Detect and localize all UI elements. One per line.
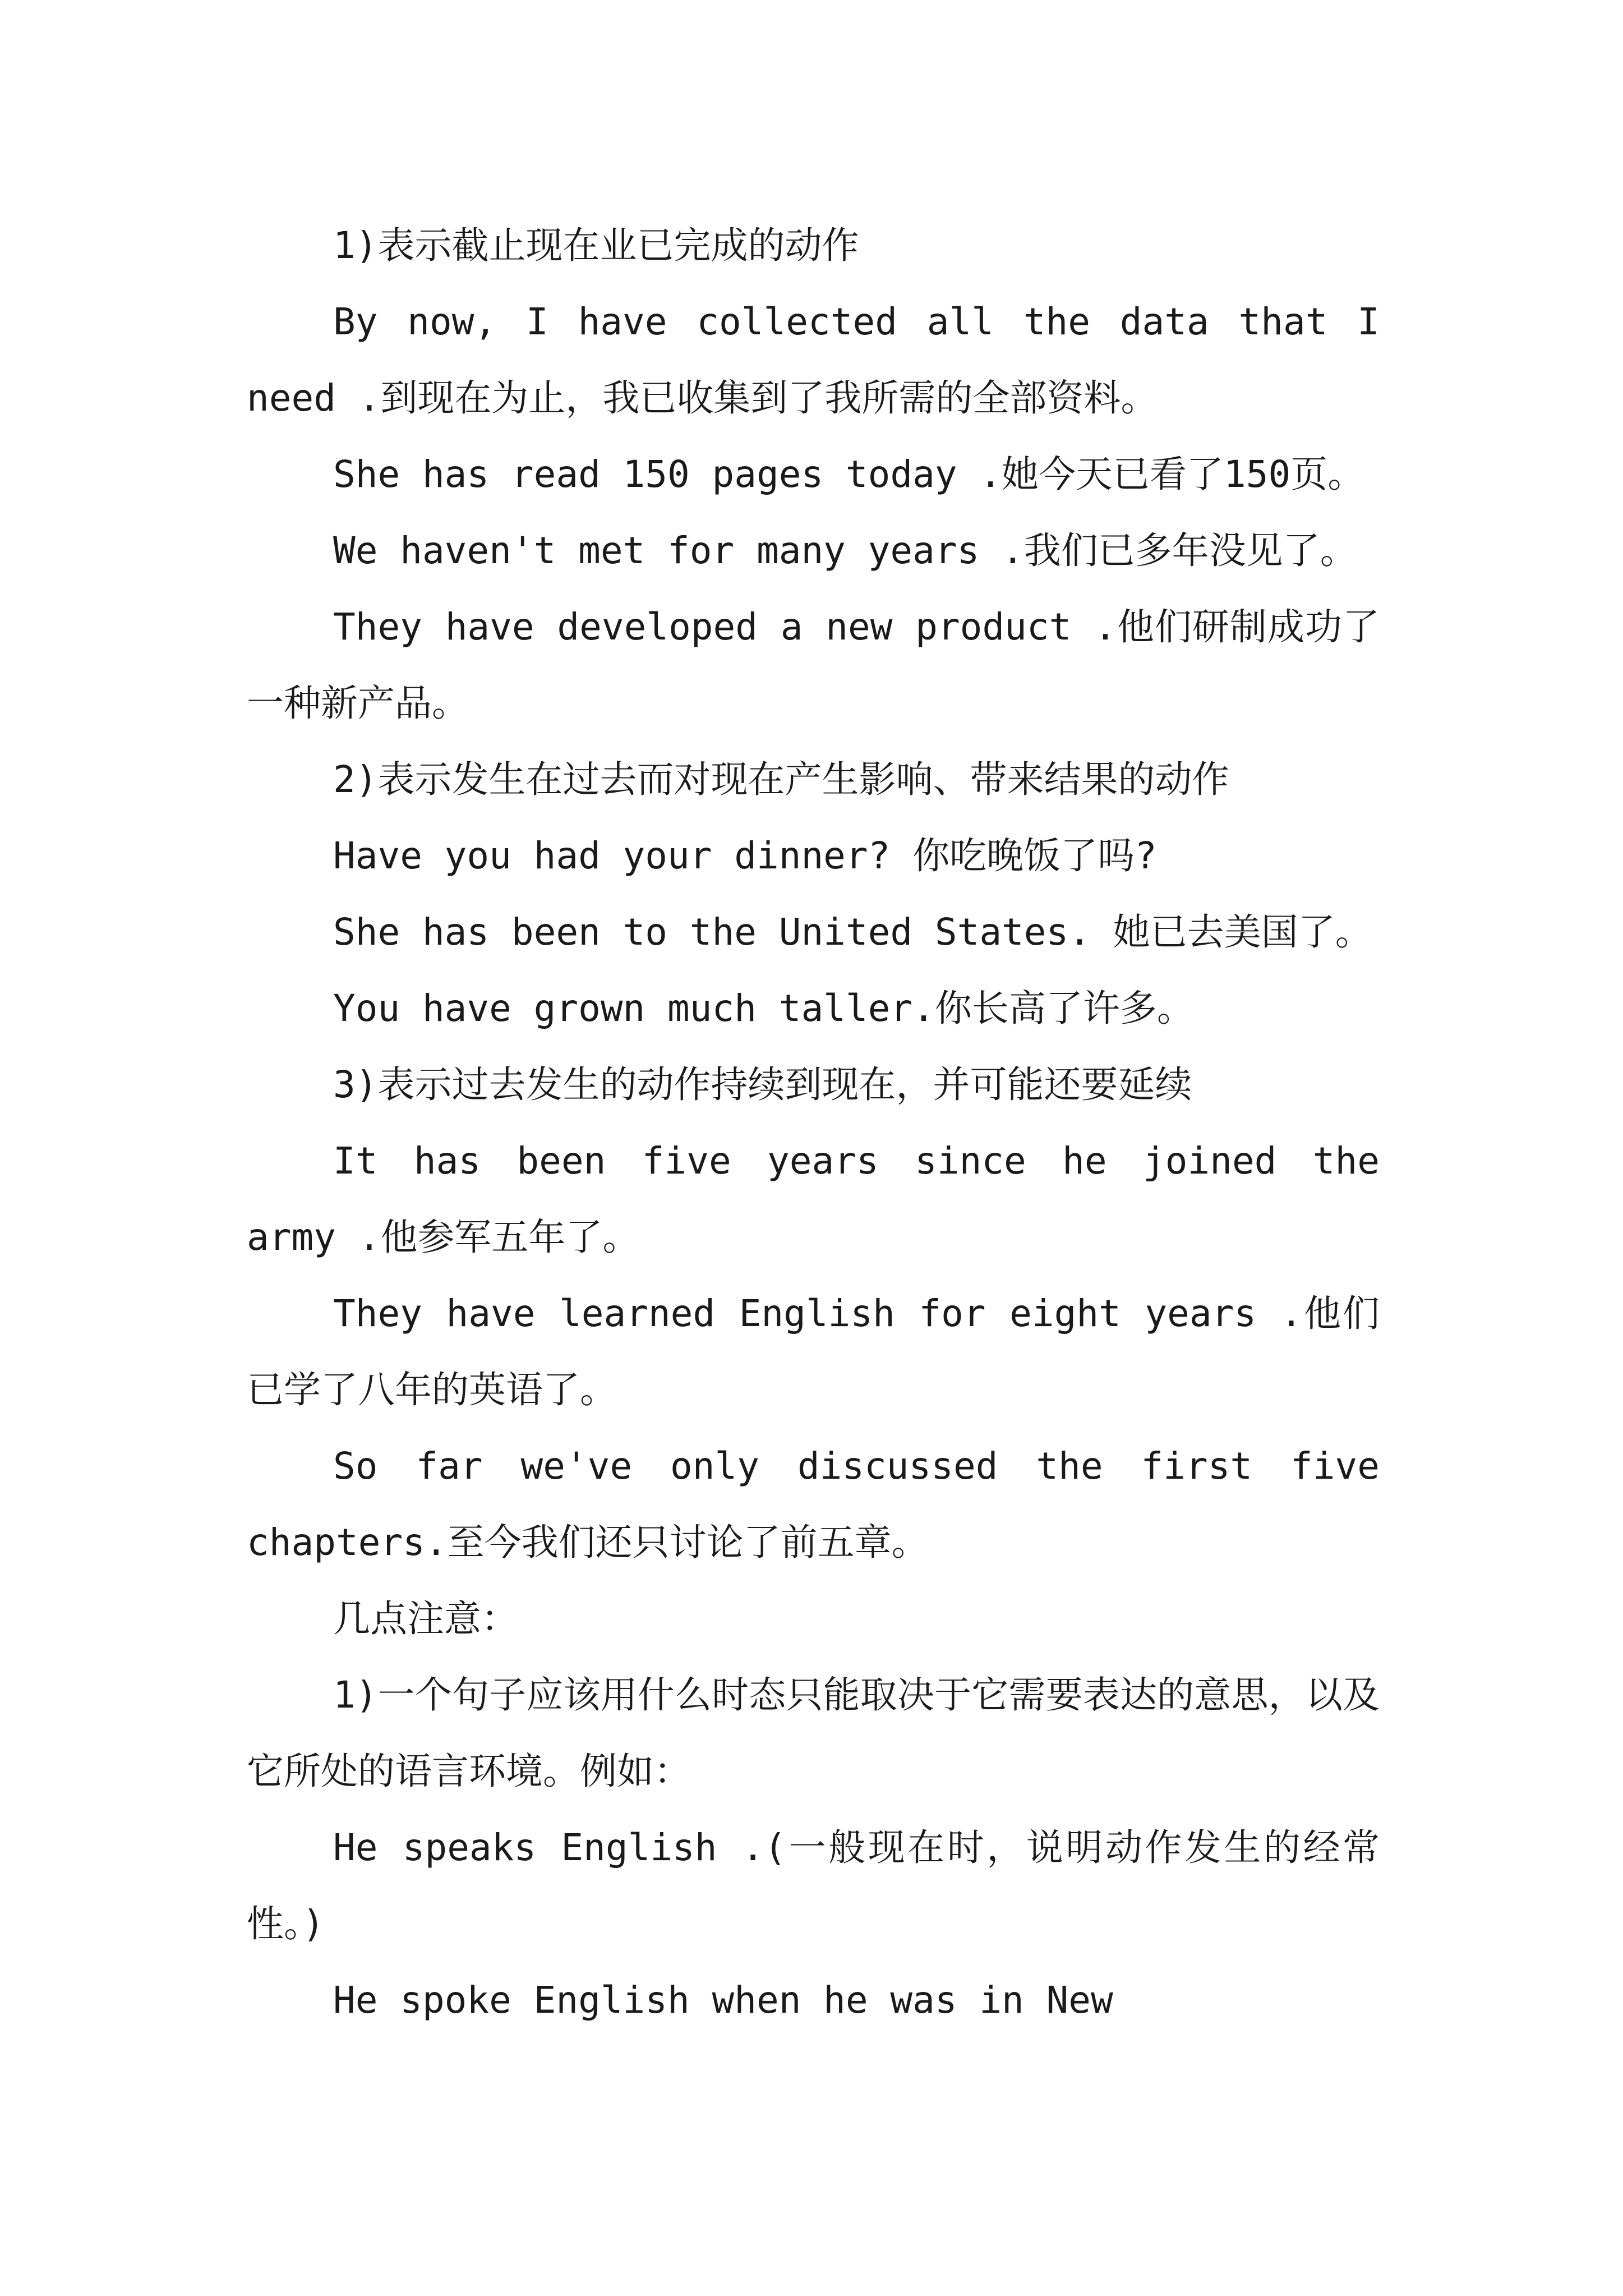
example-paragraph: They have developed a new product .他们研制成功了一种新产品。 [247,605,1380,725]
example-paragraph: They have learned English for eight years .他们已学了八年的英语了。 [247,1292,1380,1411]
example-paragraph: He speaks English .(一般现在时，说明动作发生的经常性。) [247,1826,1380,1945]
heading-usage-1: 1)表示截止现在业已完成的动作 [333,224,859,267]
example-paragraph: By now, I have collected all the data that I need .到现在为止，我已收集到了我所需的全部资料。 [247,300,1380,420]
example-paragraph: We haven't met for many years .我们已多年没见了。 [333,529,1357,572]
example-paragraph: It has been five years since he joined the army .他参军五年了。 [247,1139,1380,1259]
document-page [247,208,1380,2039]
heading-usage-3: 3)表示过去发生的动作持续到现在，并可能还要延续 [333,1063,1192,1106]
example-paragraph: She has been to the United States. 她已去美国了。 [333,910,1372,954]
notes-heading: 几点注意： [333,1597,518,1640]
example-paragraph: So far we've only discussed the first five chapters.至今我们还只讨论了前五章。 [247,1444,1380,1564]
note-paragraph: 1)一个句子应该用什么时态只能取决于它需要表达的意思，以及它所处的语言环境。例如： [247,1673,1380,1793]
example-paragraph: Have you had your dinner? 你吃晚饭了吗? [333,834,1157,877]
example-paragraph: He spoke English when he was in New [333,1978,1113,2022]
example-paragraph: She has read 150 pages today .她今天已看了150页。 [333,453,1365,496]
example-paragraph: You have grown much taller.你长高了许多。 [333,987,1194,1030]
heading-usage-2: 2)表示发生在过去而对现在产生影响、带来结果的动作 [333,758,1229,801]
